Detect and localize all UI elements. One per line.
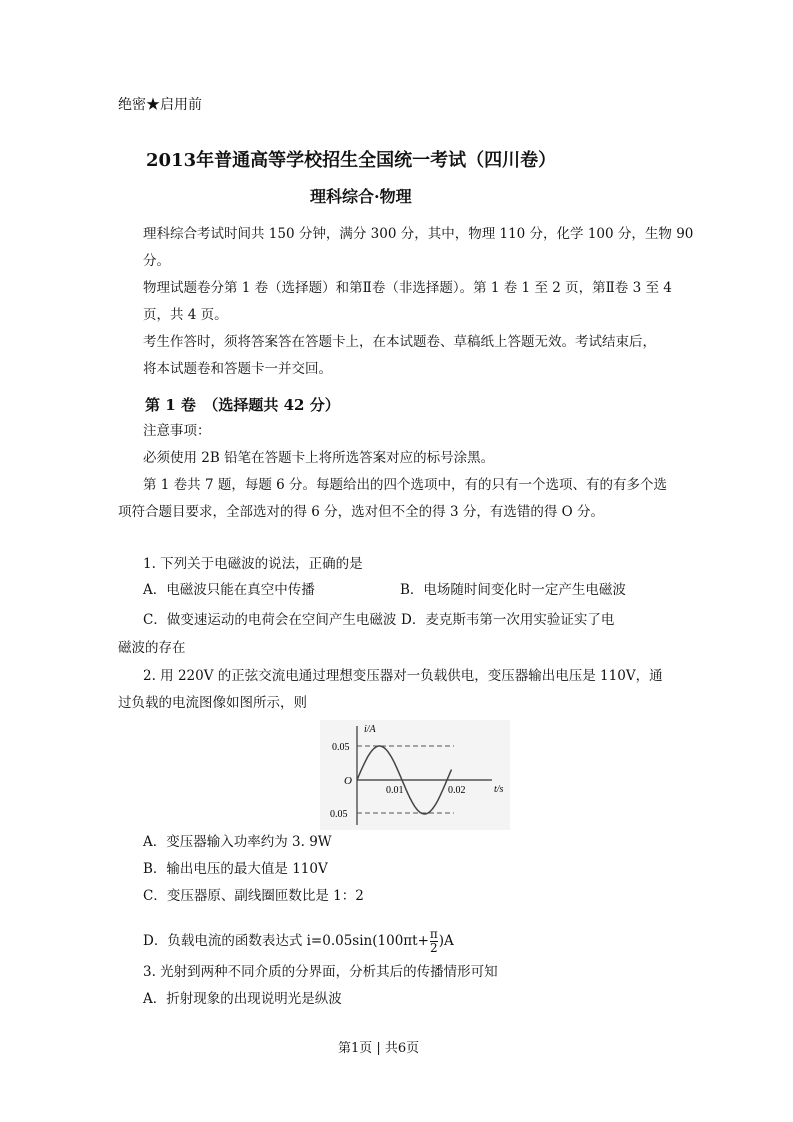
page-footer: 第1页 | 共6页 [338, 1041, 420, 1056]
q2-option-c: C．变压器原、副线圈匝数比是 1：2 [143, 888, 364, 904]
q2-option-b: B．输出电压的最大值是 110V [143, 861, 328, 877]
q1-option-d-cont: 磁波的存在 [118, 640, 186, 656]
notice-label: 注意事项： [143, 423, 211, 439]
q2-d-text: D．负载电流的函数表达式 i=0.05sin(100πt+ [143, 933, 429, 950]
q2-stem: 2. 用 220V 的正弦交流电通过理想变压器对一负载供电，变压器输出电压是 110V，通 [143, 668, 663, 684]
notice-line: 必须使用 2B 铅笔在答题卡上将所选答案对应的标号涂黑。 [143, 450, 495, 466]
intro-line: 将本试题卷和答题卡一并交回。 [143, 361, 332, 377]
x-tick-001: 0.01 [386, 785, 404, 796]
q3-option-a: A．折射现象的出现说明光是纵波 [143, 991, 342, 1007]
q1-option-a: A．电磁波只能在真空中传播 [143, 582, 315, 598]
q2-option-d [143, 928, 454, 955]
x-axis-label: t/s [494, 784, 504, 795]
fraction [430, 928, 438, 955]
q2-d-text-end: )A [438, 933, 454, 950]
current-graph [320, 720, 510, 830]
q3-stem: 3. 光射到两种不同介质的分界面，分析其后的传播情形可知 [143, 964, 498, 980]
x-tick-002: 0.02 [448, 785, 466, 796]
y-min-label: 0.05 [330, 809, 348, 820]
intro-line: 理科综合考试时间共 150 分钟，满分 300 分，其中，物理 110 分，化学 100 分，生物 90 [143, 226, 694, 242]
q1-option-c: C．做变速运动的电荷会在空间产生电磁波 [143, 612, 397, 628]
page-subtitle: 理科综合·物理 [310, 187, 412, 206]
q1-stem: 1. 下列关于电磁波的说法，正确的是 [143, 556, 363, 572]
intro-line: 物理试题卷分第 1 卷（选择题）和第Ⅱ卷（非选择题）。第 1 卷 1 至 2 页，第Ⅱ卷 3 至 4 [143, 280, 672, 296]
y-axis-label: i/A [364, 724, 376, 735]
intro-line: 分。 [143, 253, 170, 269]
fraction-numerator: π [429, 927, 438, 941]
q2-option-a: A．变压器输入功率约为 3. 9W [143, 834, 332, 850]
notice-line: 项符合题目要求，全部选对的得 6 分，选对但不全的得 3 分，有选错的得 O 分。 [118, 504, 604, 520]
q2-stem-cont: 过负载的电流图像如图所示，则 [118, 695, 307, 711]
section-heading: 第 1 卷 （选择题共 42 分） [145, 396, 340, 414]
origin-label: O [344, 775, 352, 787]
intro-line: 考生作答时，须将答案答在答题卡上，在本试题卷、草稿纸上答题无效。考试结束后， [143, 334, 656, 350]
fraction-denominator: 2 [430, 941, 438, 956]
secret-label: 绝密★启用前 [118, 97, 202, 113]
page-title: 2013年普通高等学校招生全国统一考试（四川卷） [146, 150, 557, 171]
notice-line: 第 1 卷共 7 题，每题 6 分。每题给出的四个选项中，有的只有一个选项、有的有多个选 [143, 477, 668, 493]
q1-option-d: D．麦克斯韦第一次用实验证实了电 [401, 612, 615, 628]
intro-line: 页，共 4 页。 [143, 307, 228, 323]
q1-option-b: B．电场随时间变化时一定产生电磁波 [400, 582, 626, 598]
y-max-label: 0.05 [332, 742, 350, 753]
